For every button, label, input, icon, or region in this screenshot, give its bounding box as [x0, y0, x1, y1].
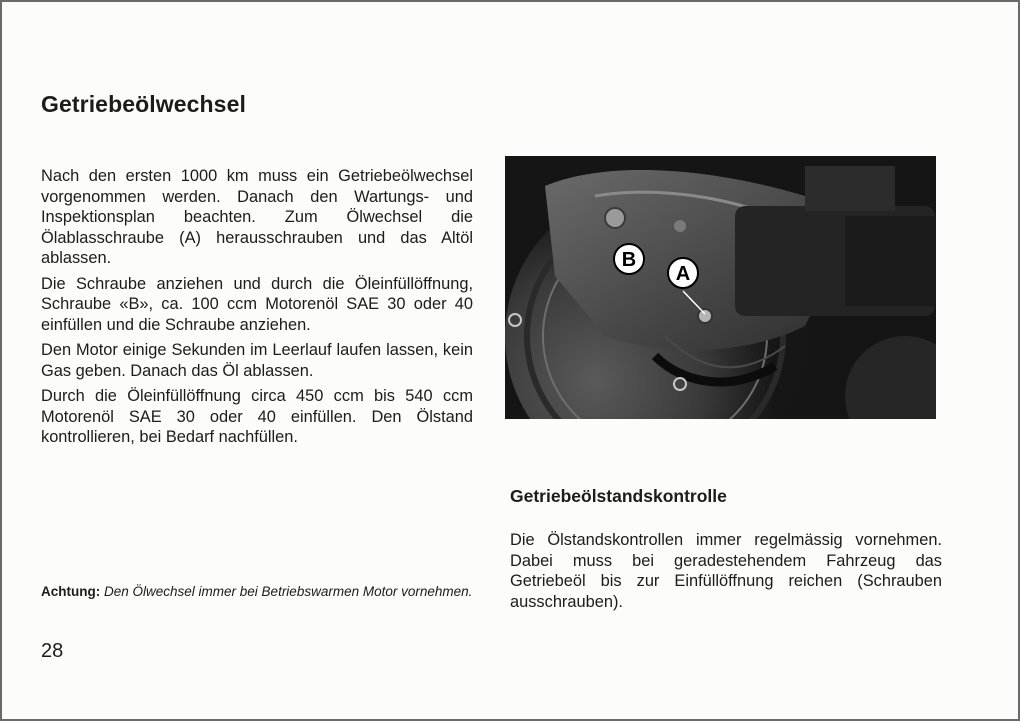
callout-b: B [621, 249, 637, 271]
section-subtitle: Getriebeölstandskontrolle [510, 486, 727, 506]
warning-label: Achtung: [41, 584, 101, 599]
warning-text: Den Ölwechsel immer bei Betriebswarmen Motor vornehmen. [104, 584, 473, 599]
callout-a: A [675, 263, 691, 285]
left-column [41, 166, 473, 453]
paragraph-idle-engine: Den Motor einige Sekunden im Leerlauf laufen lassen, kein Gas geben. Danach das Öl ablassen. [41, 341, 473, 380]
gearbox-photo [505, 156, 936, 419]
paragraph-oil-change-intro: Nach den ersten 1000 km muss ein Getriebeölwechsel vorgenommen werden. Danach den Wartungs- und Inspektionsplan beachten. Zum Ölwechsel die Ölablasschraube (A) herausschrauben und das Altöl ablassen. [41, 167, 473, 267]
page-title: Getriebeölwechsel [41, 91, 246, 117]
paragraph-tighten-screw: Die Schraube anziehen und durch die Öleinfüllöffnung, Schraube «B», ca. 100 ccm Motorenöl SAE 30 oder 40 einfüllen und die Schraube anziehen. [41, 274, 473, 334]
gearbox-illustration [505, 156, 936, 419]
right-column [510, 530, 942, 612]
page-number: 28 [41, 640, 64, 662]
paragraph-level-check: Die Ölstandskontrollen immer regelmässig vornehmen. Dabei muss bei geradestehendem Fahrzeug das Getriebeöl bis zur Einfüllöffnung reichen (Schrauben ausschrauben). [510, 531, 942, 611]
paragraph-refill: Durch die Öleinfüllöffnung circa 450 ccm bis 540 ccm Motorenöl SAE 30 oder 40 einfüllen. Den Ölstand kontrollieren, bei Bedarf nachfüllen. [41, 387, 473, 446]
warning-note [41, 583, 473, 600]
